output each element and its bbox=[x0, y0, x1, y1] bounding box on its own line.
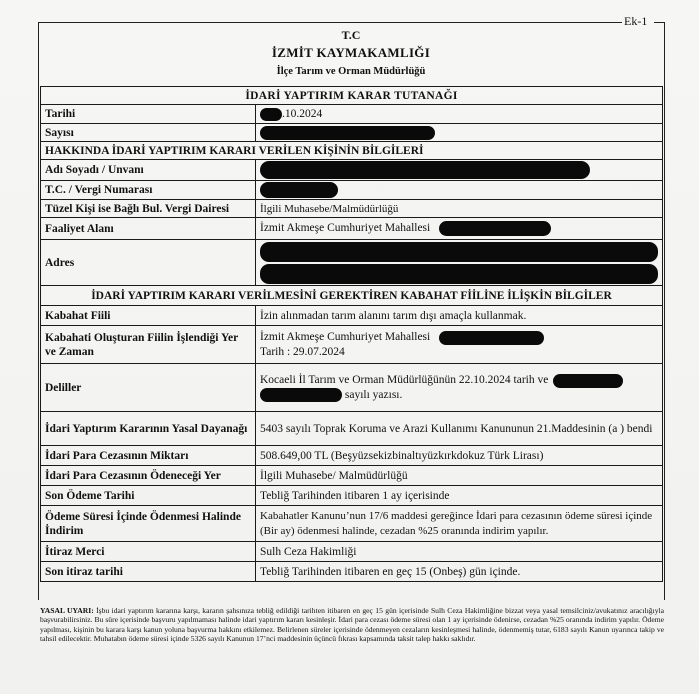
label-due-date: Son Ödeme Tarihi bbox=[41, 486, 256, 506]
label-name: Adı Soyadı / Unvanı bbox=[41, 160, 256, 181]
redaction-mark bbox=[553, 374, 623, 388]
form-title: İDARİ YAPTIRIM KARAR TUTANAĞI bbox=[41, 87, 663, 105]
value-tax-office: İlgili Muhasebe/Malmüdürlüğü bbox=[256, 200, 663, 218]
label-activity: Faaliyet Alanı bbox=[41, 218, 256, 240]
label-tax-number: T.C. / Vergi Numarası bbox=[41, 181, 256, 200]
label-evidence: Deliller bbox=[41, 364, 256, 412]
activity-text: İzmit Akmeşe Cumhuriyet Mahallesi bbox=[260, 222, 431, 235]
row-appeal-authority bbox=[41, 542, 663, 562]
value-evidence bbox=[256, 364, 663, 412]
value-tax-number bbox=[256, 181, 663, 200]
label-discount: Ödeme Süresi İçinde Ödenmesi Halinde İndirim bbox=[41, 506, 256, 542]
row-address bbox=[41, 240, 663, 286]
annex-line bbox=[654, 22, 664, 23]
value-legal-basis: 5403 sayılı Toprak Koruma ve Arazi Kullanımı Kanununun 21.Maddesinin (a ) bendi bbox=[256, 412, 663, 446]
redaction-mark bbox=[260, 161, 590, 179]
date-text: .10.2024 bbox=[282, 108, 323, 120]
row-name bbox=[41, 160, 663, 181]
legal-warning-text: İşbu idari yaptırım kararına karşı, kararın şahsınıza tebliğ edildiği tarihten itibaren en geç 15 gün içerisinde Sulh Ceza Hakimliğine bizzat veya yasal temsilciniz/avukatınız aracılığıyla başvurabilirsiniz. Bu süre içerisinde başvuru yapılmaması halinde idari yaptırım kararı kesinleşir. İdari para cezası ödeme süresi olan 1 ay içerisinde ödenirse, cezadan %25 oranında indirim yapılır. Ödeme yapılması, kişinin bu karara karşı kanun yoluna başvurma hakkını etkilemez. Belirlenen süreler içerisinde ödenmeyen cezaların kesinleşmesi halinde, ödenmemiş tutar, 6183 sayılı Kanun uyarınca takip ve tahsil edilecektir. Muhatabın ödeme süresi içinde 5326 sayılı Kanunun 17’nci maddesinin üçüncü fıkrası kapsamında taksit talep hakkı saklıdır. bbox=[40, 606, 664, 643]
evidence-text: Kocaeli İl Tarım ve Orman Müdürlüğünün 22.10.2024 tarih ve bbox=[260, 374, 549, 387]
value-name bbox=[256, 160, 663, 181]
redaction-mark bbox=[260, 126, 435, 140]
redaction-mark bbox=[260, 388, 342, 402]
row-tax-office bbox=[41, 200, 663, 218]
row-legal-basis bbox=[41, 412, 663, 446]
row-evidence bbox=[41, 364, 663, 412]
decision-form-table bbox=[40, 86, 663, 582]
place-text: İzmit Akmeşe Cumhuriyet Mahallesi bbox=[260, 331, 431, 344]
label-number: Sayısı bbox=[41, 124, 256, 142]
left-border bbox=[38, 22, 39, 600]
redaction-mark bbox=[260, 108, 282, 121]
value-due-date: Tebliğ Tarihinden itibaren 1 ay içerisinde bbox=[256, 486, 663, 506]
evidence-text-2: sayılı yazısı. bbox=[344, 388, 403, 401]
value-address bbox=[256, 240, 663, 286]
label-tax-office: Tüzel Kişi ise Bağlı Bul. Vergi Dairesi bbox=[41, 200, 256, 218]
label-appeal-deadline: Son itiraz tarihi bbox=[41, 562, 256, 582]
redaction-mark bbox=[439, 221, 551, 236]
value-offense: İzin alınmadan tarım alanını tarım dışı amaçla kullanmak. bbox=[256, 306, 663, 326]
header-directorate: İlçe Tarım ve Orman Müdürlüğü bbox=[276, 66, 426, 77]
label-date: Tarihi bbox=[41, 105, 256, 124]
label-offense: Kabahat Fiili bbox=[41, 306, 256, 326]
value-fine-amount: 508.649,00 TL (Beşyüzsekizbinaltıyüzkırkdokuz Türk Lirası) bbox=[256, 446, 663, 466]
value-appeal-deadline: Tebliğ Tarihinden itibaren en geç 15 (Onbeş) gün içinde. bbox=[256, 562, 663, 582]
value-activity bbox=[256, 218, 663, 240]
row-date bbox=[41, 105, 663, 124]
redaction-mark bbox=[439, 331, 544, 345]
row-payment-place bbox=[41, 466, 663, 486]
person-section-title: HAKKINDA İDARİ YAPTIRIM KARARI VERİLEN KİŞİNİN BİLGİLERİ bbox=[41, 142, 663, 160]
value-number bbox=[256, 124, 663, 142]
redaction-mark bbox=[260, 242, 658, 262]
legal-warning bbox=[40, 606, 664, 643]
row-offense bbox=[41, 306, 663, 326]
top-border bbox=[38, 22, 622, 23]
time-text: Tarih : 29.07.2024 bbox=[260, 345, 345, 358]
row-due-date bbox=[41, 486, 663, 506]
value-place-time bbox=[256, 326, 663, 364]
annex-label: Ek-1 bbox=[624, 14, 648, 28]
row-appeal-deadline bbox=[41, 562, 663, 582]
right-border bbox=[664, 22, 665, 600]
redaction-mark bbox=[260, 182, 338, 198]
value-payment-place: İlgili Muhasebe/ Malmüdürlüğü bbox=[256, 466, 663, 486]
redaction-mark bbox=[260, 264, 658, 284]
row-discount bbox=[41, 506, 663, 542]
header-office: İZMİT KAYMAKAMLIĞI bbox=[271, 45, 431, 60]
offense-section-title: İDARİ YAPTIRIM KARARI VERİLMESİNİ GEREKTİREN KABAHAT FİİLİNE İLİŞKİN BİLGİLER bbox=[41, 286, 663, 306]
value-date bbox=[256, 105, 663, 124]
label-payment-place: İdari Para Cezasının Ödeneceği Yer bbox=[41, 466, 256, 486]
legal-warning-label: YASAL UYARI: bbox=[40, 606, 94, 615]
label-appeal-authority: İtiraz Merci bbox=[41, 542, 256, 562]
row-number bbox=[41, 124, 663, 142]
label-address: Adres bbox=[41, 240, 256, 286]
label-place-time: Kabahati Oluşturan Fiilin İşlendiği Yer ve Zaman bbox=[41, 326, 256, 364]
header-tc: T.C bbox=[341, 28, 361, 42]
value-discount: Kabahatler Kanunu’nun 17/6 maddesi gereğince İdari para cezasının ödeme süresi içinde (Bir ay) ödenmesi halinde, cezadan %25 oranında indirim yapılır. bbox=[256, 506, 663, 542]
row-tax-number bbox=[41, 181, 663, 200]
label-fine-amount: İdari Para Cezasının Miktarı bbox=[41, 446, 256, 466]
row-activity bbox=[41, 218, 663, 240]
value-appeal-authority: Sulh Ceza Hakimliği bbox=[256, 542, 663, 562]
row-place-time bbox=[41, 326, 663, 364]
label-legal-basis: İdari Yaptırım Kararının Yasal Dayanağı bbox=[41, 412, 256, 446]
row-fine-amount bbox=[41, 446, 663, 466]
